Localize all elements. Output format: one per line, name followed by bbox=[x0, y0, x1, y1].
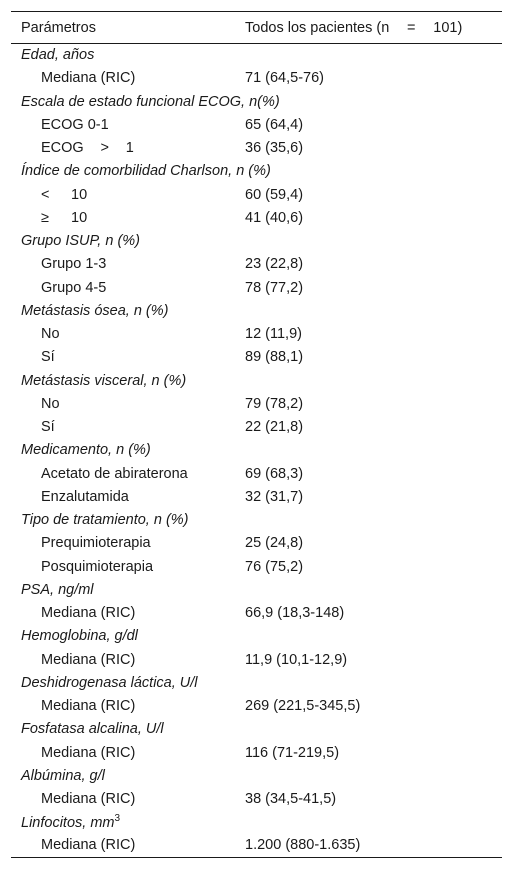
row-value: 1.200 (880-1.635) bbox=[245, 837, 361, 854]
section-title-albumina: Albúmina, g/l bbox=[21, 767, 105, 784]
section-row-edad bbox=[11, 44, 502, 67]
section-title-medicamento: Medicamento, n (%) bbox=[21, 442, 151, 459]
section-row-hemoglobina bbox=[11, 625, 502, 648]
row-label: Mediana (RIC) bbox=[41, 651, 136, 668]
row-label: Mediana (RIC) bbox=[41, 791, 136, 808]
section-title-ldh: Deshidrogenasa láctica, U/l bbox=[21, 674, 198, 691]
row-value: 269 (221,5-345,5) bbox=[245, 698, 361, 715]
row-label: Sí bbox=[41, 419, 55, 436]
row-label: Grupo 4-5 bbox=[41, 279, 107, 296]
row-value: 12 (11,9) bbox=[245, 326, 302, 343]
row-label bbox=[11, 137, 235, 160]
table-row bbox=[11, 485, 502, 508]
row-value: 69 (68,3) bbox=[245, 465, 304, 482]
row-label: Acetato de abiraterona bbox=[41, 465, 188, 482]
section-row-ldh bbox=[11, 671, 502, 694]
row-value: 116 (71-219,5) bbox=[245, 744, 340, 761]
section-title-edad: Edad, años bbox=[21, 47, 95, 64]
row-value: 38 (34,5-41,5) bbox=[245, 791, 337, 808]
table-row bbox=[11, 67, 502, 90]
less-than-symbol: < bbox=[41, 186, 50, 203]
section-row-fosfatasa bbox=[11, 718, 502, 741]
row-value: 23 (22,8) bbox=[245, 256, 304, 273]
row-label: No bbox=[41, 326, 60, 343]
section-title-fosfatasa: Fosfatasa alcalina, U/l bbox=[21, 721, 164, 738]
section-title-ecog: Escala de estado funcional ECOG, n(%) bbox=[21, 93, 280, 110]
section-row-ecog bbox=[11, 90, 502, 113]
row-value: 32 (31,7) bbox=[245, 488, 304, 505]
patient-characteristics-table-wrapper bbox=[11, 11, 502, 858]
header-equals: = bbox=[407, 19, 416, 36]
row-label: Prequimioterapia bbox=[41, 535, 151, 552]
table-body bbox=[11, 44, 502, 858]
row-value: 79 (78,2) bbox=[245, 395, 304, 412]
table-row bbox=[11, 346, 502, 369]
table-row bbox=[11, 695, 502, 718]
row-value: 41 (40,6) bbox=[245, 209, 304, 226]
section-row-psa bbox=[11, 578, 502, 601]
header-row bbox=[11, 12, 502, 44]
row-value: 11,9 (10,1-12,9) bbox=[245, 651, 348, 668]
table-row bbox=[11, 602, 502, 625]
row-label: Mediana (RIC) bbox=[41, 698, 136, 715]
section-title-psa: PSA, ng/ml bbox=[21, 581, 94, 598]
section-row-osea bbox=[11, 299, 502, 322]
table-header bbox=[11, 12, 502, 44]
row-label: Grupo 1-3 bbox=[41, 256, 107, 273]
row-label: Mediana (RIC) bbox=[41, 837, 136, 854]
section-title-linfocitos bbox=[11, 811, 502, 834]
table-row bbox=[11, 462, 502, 485]
section-title-charlson: Índice de comorbilidad Charlson, n (%) bbox=[21, 163, 271, 180]
row-label: No bbox=[41, 395, 60, 412]
row-label: Sí bbox=[41, 349, 55, 366]
section-row-tratamiento bbox=[11, 509, 502, 532]
greater-than-symbol: > bbox=[100, 140, 109, 157]
table-row bbox=[11, 532, 502, 555]
section-title-osea: Metástasis ósea, n (%) bbox=[21, 302, 169, 319]
row-label bbox=[11, 183, 235, 206]
table-row bbox=[11, 392, 502, 415]
header-parametros: Parámetros bbox=[21, 19, 96, 36]
linfocitos-title-sup: 3 bbox=[114, 813, 121, 825]
section-row-linfocitos bbox=[11, 811, 502, 834]
table-row bbox=[11, 183, 502, 206]
table-row bbox=[11, 137, 502, 160]
section-row-visceral bbox=[11, 369, 502, 392]
patient-characteristics-table bbox=[11, 11, 502, 858]
section-title-visceral: Metástasis visceral, n (%) bbox=[21, 372, 187, 389]
greater-equal-symbol: ≥ bbox=[41, 209, 49, 226]
section-title-isup: Grupo ISUP, n (%) bbox=[21, 233, 141, 250]
row-label: Mediana (RIC) bbox=[41, 70, 136, 87]
section-title-tratamiento: Tipo de tratamiento, n (%) bbox=[21, 512, 189, 529]
linfocitos-title-text: Linfocitos, mm bbox=[21, 815, 115, 832]
table-row bbox=[11, 416, 502, 439]
row-label: Mediana (RIC) bbox=[41, 744, 136, 761]
row-label: ECOG 0-1 bbox=[41, 116, 109, 133]
row-value: 36 (35,6) bbox=[245, 140, 304, 157]
charlson-label-2: 10 bbox=[71, 209, 88, 226]
row-label bbox=[11, 206, 235, 229]
row-value: 66,9 (18,3-148) bbox=[245, 605, 345, 622]
section-row-medicamento bbox=[11, 439, 502, 462]
table-row bbox=[11, 555, 502, 578]
row-value: 22 (21,8) bbox=[245, 419, 304, 436]
header-all-prefix: Todos los pacientes (n bbox=[245, 19, 390, 36]
ecog-label-b: 1 bbox=[125, 140, 134, 157]
table-row bbox=[11, 834, 502, 857]
table-row bbox=[11, 648, 502, 671]
row-value: 89 (88,1) bbox=[245, 349, 304, 366]
header-all-suffix: 101) bbox=[433, 19, 463, 36]
section-row-isup bbox=[11, 230, 502, 253]
header-todos-los-pacientes bbox=[235, 12, 502, 44]
section-title-hemoglobina: Hemoglobina, g/dl bbox=[21, 628, 138, 645]
section-row-charlson bbox=[11, 160, 502, 183]
row-label: Posquimioterapia bbox=[41, 558, 154, 575]
row-value: 76 (75,2) bbox=[245, 558, 304, 575]
ecog-label-a: ECOG bbox=[41, 140, 84, 157]
row-value: 71 (64,5-76) bbox=[245, 70, 324, 87]
table-row bbox=[11, 113, 502, 136]
row-label: Mediana (RIC) bbox=[41, 605, 136, 622]
table-row bbox=[11, 276, 502, 299]
row-label: Enzalutamida bbox=[41, 488, 129, 505]
row-value: 65 (64,4) bbox=[245, 116, 304, 133]
section-row-albumina bbox=[11, 764, 502, 787]
charlson-label-1: 10 bbox=[71, 186, 88, 203]
table-row bbox=[11, 206, 502, 229]
row-value: 78 (77,2) bbox=[245, 279, 304, 296]
table-row bbox=[11, 741, 502, 764]
row-value: 25 (24,8) bbox=[245, 535, 304, 552]
row-value: 60 (59,4) bbox=[245, 186, 304, 203]
table-row bbox=[11, 253, 502, 276]
table-row bbox=[11, 323, 502, 346]
table-row bbox=[11, 788, 502, 811]
